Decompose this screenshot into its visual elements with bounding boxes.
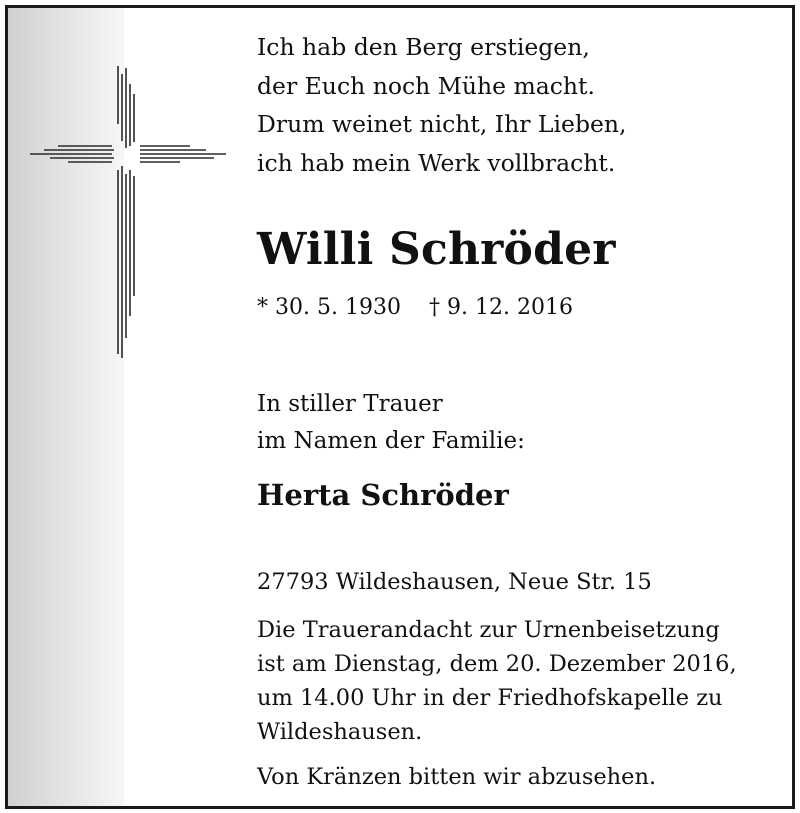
- family-address: 27793 Wildeshausen, Neue Str. 15: [257, 569, 652, 595]
- closing-note: Von Kränzen bitten wir abzusehen.: [257, 764, 657, 790]
- service-line: Die Trauerandacht zur Urnenbeisetzung: [257, 617, 720, 643]
- poem-line: ich hab mein Werk vollbracht.: [257, 148, 616, 177]
- poem-line: Drum weinet nicht, Ihr Lieben,: [257, 110, 627, 138]
- birth-date: * 30. 5. 1930: [257, 295, 401, 320]
- mourning-line: im Namen der Familie:: [257, 428, 525, 454]
- deceased-name: Willi Schröder: [257, 224, 616, 275]
- death-date: † 9. 12. 2016: [429, 295, 573, 320]
- service-line: um 14.00 Uhr in der Friedhofskapelle zu: [257, 685, 723, 711]
- poem-line: Ich hab den Berg erstiegen,: [257, 33, 590, 61]
- service-announcement: [257, 613, 737, 749]
- poem: [257, 28, 627, 182]
- obituary-notice: [5, 5, 795, 809]
- life-dates: [257, 293, 573, 323]
- cross-icon: [30, 66, 230, 358]
- service-line: Wildeshausen.: [257, 719, 423, 745]
- service-line: ist am Dienstag, dem 20. Dezember 2016,: [257, 651, 737, 677]
- mourning-line: In stiller Trauer: [257, 391, 443, 417]
- mourning-text: [257, 386, 525, 460]
- signatory-name: Herta Schröder: [257, 478, 509, 512]
- poem-line: der Euch noch Mühe macht.: [257, 71, 595, 100]
